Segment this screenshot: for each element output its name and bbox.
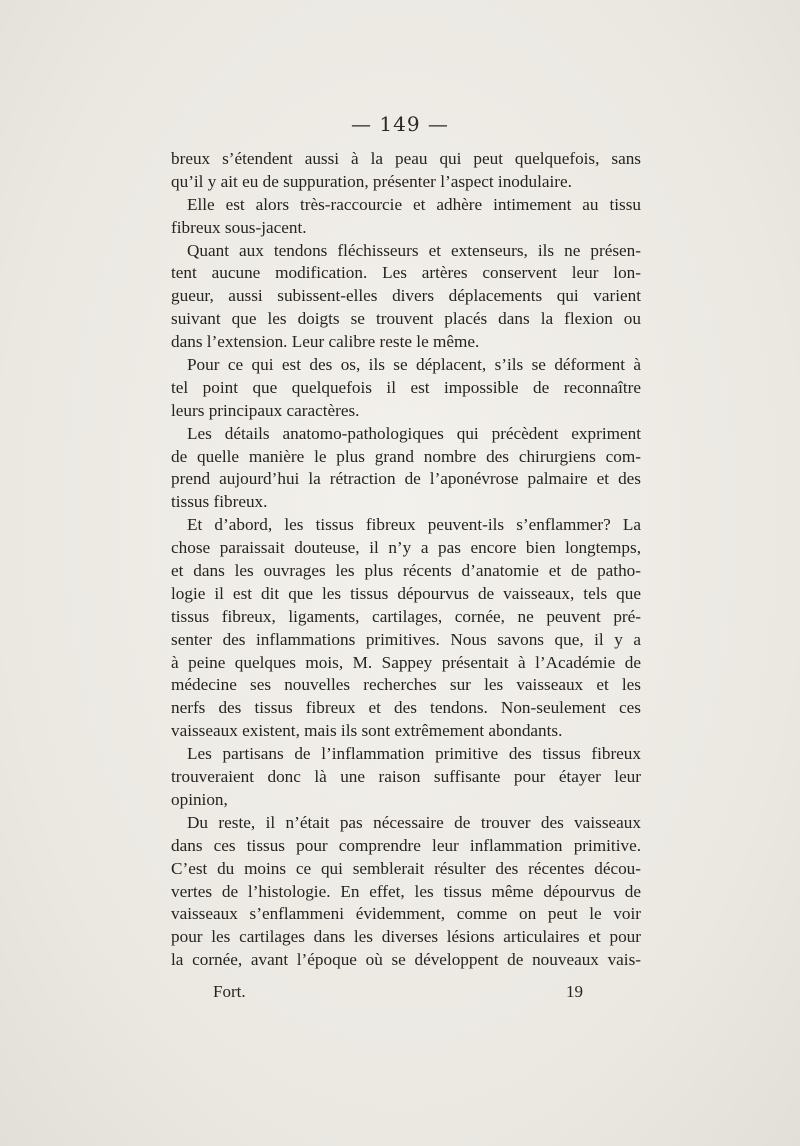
text-line: nerfs des tissus fibreux et des tendons. Non-seulement ces — [171, 698, 641, 718]
text-line: tissus fibreux, ligaments, cartilages, cornée, ne peuvent pré- — [171, 606, 641, 626]
text-line: pour les cartilages dans les diverses lésions articulaires et pour — [171, 927, 641, 947]
text-line: opinion, — [171, 789, 228, 809]
text-line: vaisseaux s’enflammeni évidemment, comme on peut le voir — [171, 904, 641, 924]
footer-author: Fort. — [213, 982, 246, 1001]
text-line: Elle est alors très-raccourcie et adhère intimement au tissu — [187, 194, 641, 214]
text-line: suivant que les doigts se trouvent placés dans la flexion ou — [171, 309, 641, 329]
text-line: Du reste, il n’était pas nécessaire de trouver des vaisseaux — [187, 812, 641, 832]
text-line: Quant aux tendons fléchisseurs et extenseurs, ils ne présen- — [187, 240, 641, 260]
body-text — [171, 148, 641, 972]
text-line: vaisseaux existent, mais ils sont extrêmement abondants. — [171, 721, 563, 741]
page-number: — 149 — — [351, 112, 449, 136]
text-line: Les partisans de l’inflammation primitive des tissus fibreux — [187, 744, 641, 764]
text-line: gueur, aussi subissent-elles divers déplacements qui varient — [171, 286, 641, 306]
text-line: la cornée, avant l’époque où se développent de nouveaux vais- — [171, 950, 641, 970]
text-line: à peine quelques mois, M. Sappey présentait à l’Académie de — [171, 652, 641, 672]
text-line: logie il est dit que les tissus dépourvus de vaisseaux, tels que — [171, 583, 641, 603]
text-line: de quelle manière le plus grand nombre des chirurgiens com- — [171, 446, 641, 466]
footer-signature: 19 — [566, 982, 583, 1001]
text-line: prend aujourd’hui la rétraction de l’aponévrose palmaire et des — [171, 469, 641, 489]
text-line: leurs principaux caractères. — [171, 400, 360, 420]
text-line: breux s’étendent aussi à la peau qui peut quelquefois, sans — [171, 149, 641, 168]
text-line: tel point que quelquefois il est impossible de reconnaître — [171, 377, 641, 397]
text-line: C’est du moins ce qui semblerait résulter des récentes décou- — [171, 858, 641, 878]
text-line: dans ces tissus pour comprendre leur inflammation primitive. — [171, 835, 641, 855]
text-line: tent aucune modification. Les artères conservent leur lon- — [171, 263, 641, 283]
text-line: vertes de l’histologie. En effet, les tissus même dépourvus de — [171, 881, 641, 901]
text-line: qu’il y ait eu de suppuration, présenter l’aspect inodulaire. — [171, 171, 572, 191]
text-line: tissus fibreux. — [171, 492, 268, 512]
text-line: senter des inflammations primitives. Nous savons que, il y a — [171, 629, 641, 649]
text-line: chose paraissait douteuse, il n’y a pas encore bien longtemps, — [171, 538, 641, 558]
text-line: trouveraient donc là une raison suffisante pour étayer leur — [171, 767, 641, 787]
text-line: Les détails anatomo-pathologiques qui précèdent expriment — [187, 423, 641, 443]
text-line: Et d’abord, les tissus fibreux peuvent-ils s’enflammer? La — [187, 515, 641, 535]
text-line: fibreux sous-jacent. — [171, 217, 307, 237]
text-line: dans l’extension. Leur calibre reste le même. — [171, 332, 480, 352]
text-line: médecine ses nouvelles recherches sur les vaisseaux et les — [171, 675, 641, 695]
text-line: et dans les ouvrages les plus récents d’anatomie et de patho- — [171, 561, 641, 581]
text-line: Pour ce qui est des os, ils se déplacent, s’ils se déforment à — [187, 355, 641, 375]
